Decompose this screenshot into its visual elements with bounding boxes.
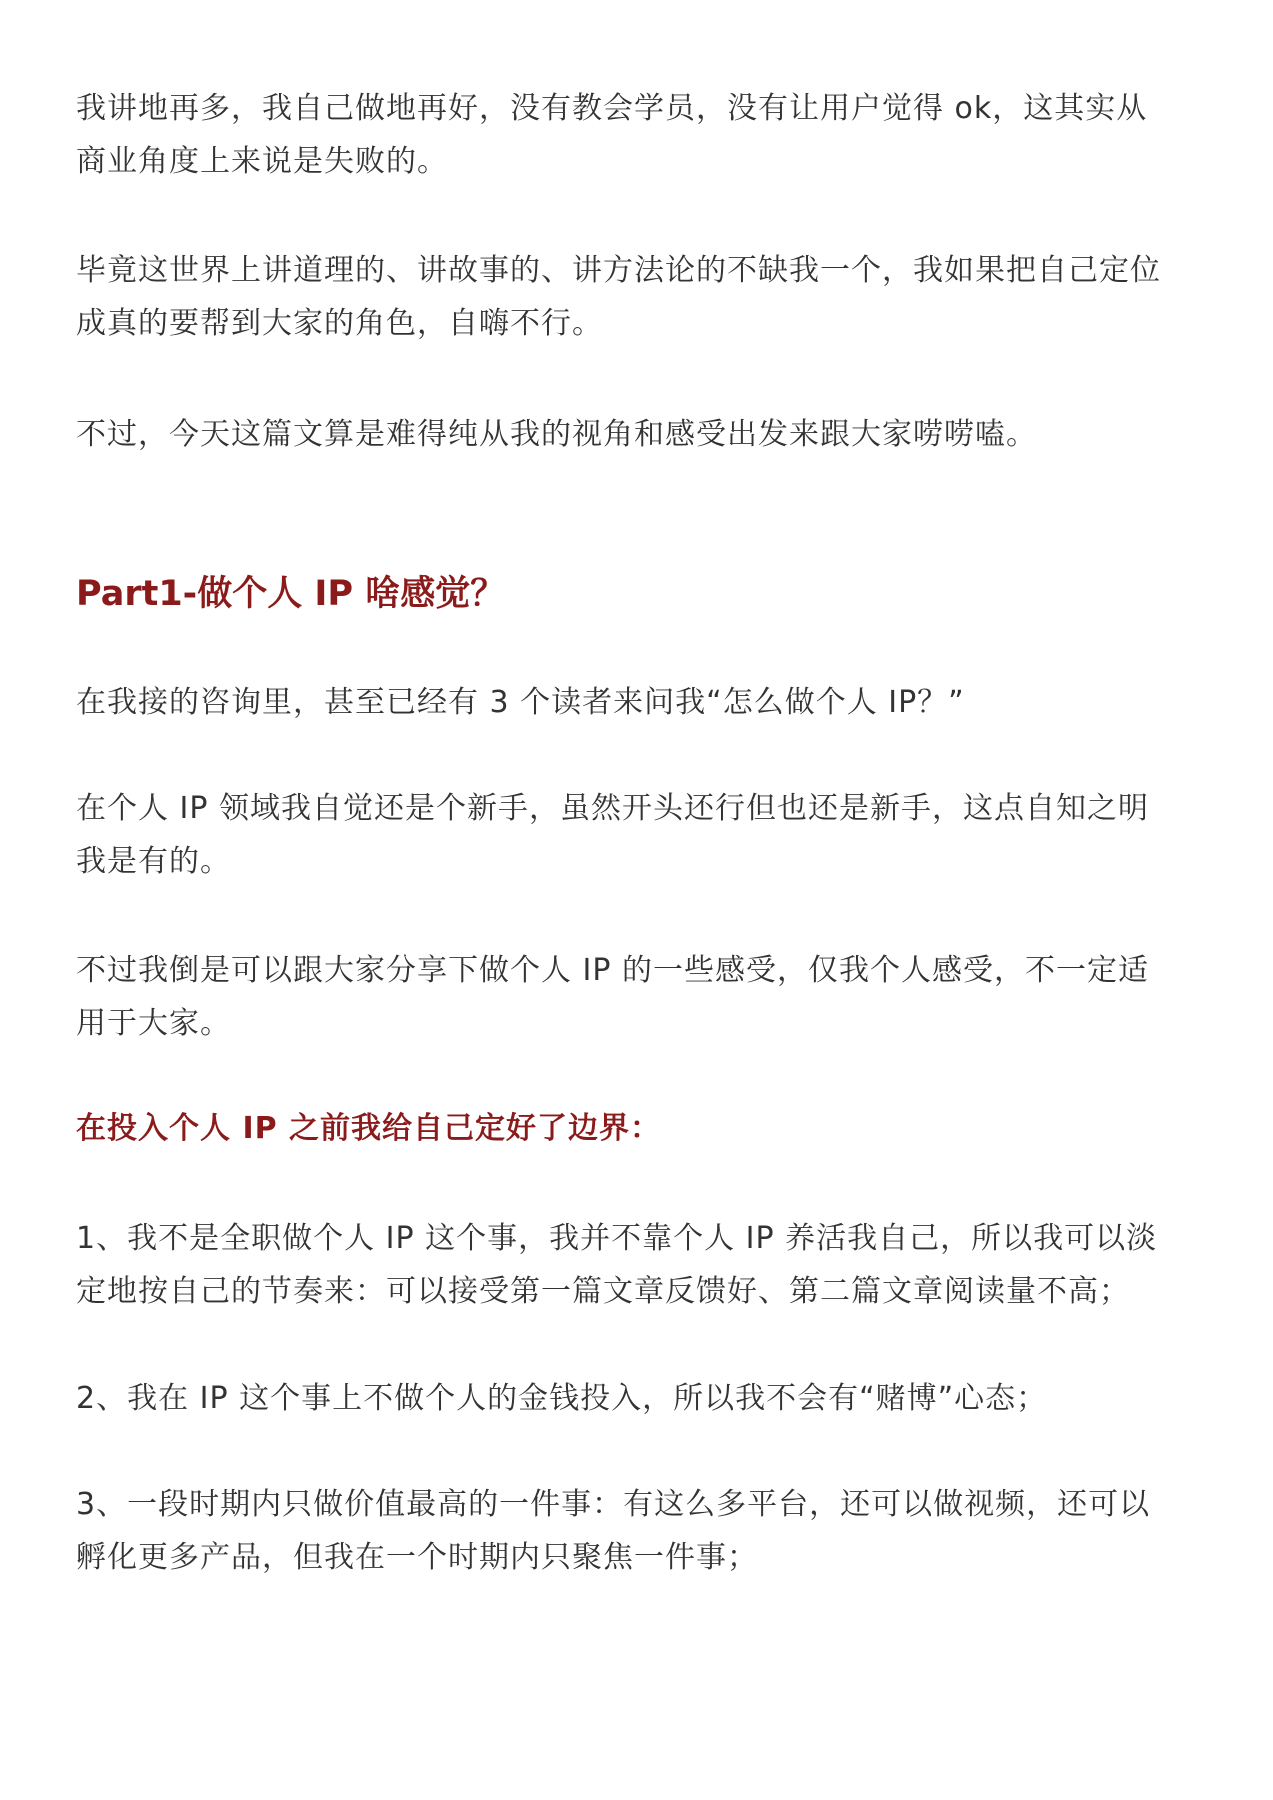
intro-paragraph-1 <box>76 82 1206 188</box>
boundary-heading: 在投入个人 IP 之前我给自己定好了边界： <box>76 1111 662 1146</box>
text-line: 不过，今天这篇文算是难得纯从我的视角和感受出发来跟大家唠唠嗑。 <box>76 417 1037 452</box>
text-line: 我是有的。 <box>76 844 231 879</box>
text-line: 孵化更多产品，但我在一个时期内只聚焦一件事； <box>76 1540 758 1575</box>
intro-paragraph-2 <box>76 244 1206 350</box>
text-line: 用于大家。 <box>76 1006 231 1041</box>
text-line: 毕竟这世界上讲道理的、讲故事的、讲方法论的不缺我一个，我如果把自己定位 <box>76 253 1161 288</box>
intro-paragraph-3 <box>76 408 1206 461</box>
section-paragraph-1 <box>76 676 1206 729</box>
text-line: 商业角度上来说是失败的。 <box>76 144 448 179</box>
text-line: 2、我在 IP 这个事上不做个人的金钱投入，所以我不会有“赌博”心态； <box>76 1381 1048 1416</box>
boundary-item-2 <box>76 1372 1206 1425</box>
text-line: 在我接的咨询里，甚至已经有 3 个读者来问我“怎么做个人 IP？” <box>76 685 965 720</box>
text-line: 1、我不是全职做个人 IP 这个事，我并不靠个人 IP 养活我自己，所以我可以淡 <box>76 1221 1158 1256</box>
boundary-item-3 <box>76 1478 1206 1584</box>
text-line: 在个人 IP 领域我自觉还是个新手，虽然开头还行但也还是新手，这点自知之明 <box>76 791 1150 826</box>
text-line: 3、一段时期内只做价值最高的一件事：有这么多平台，还可以做视频，还可以 <box>76 1487 1151 1522</box>
text-line: 定地按自己的节奏来：可以接受第一篇文章反馈好、第二篇文章阅读量不高； <box>76 1274 1130 1309</box>
text-line: 我讲地再多，我自己做地再好，没有教会学员，没有让用户觉得 ok，这其实从 <box>76 91 1148 126</box>
text-line: 成真的要帮到大家的角色，自嗨不行。 <box>76 306 603 341</box>
section-paragraph-2 <box>76 782 1206 888</box>
boundary-item-1 <box>76 1212 1206 1318</box>
text-line: 不过我倒是可以跟大家分享下做个人 IP 的一些感受，仅我个人感受，不一定适 <box>76 953 1150 988</box>
section-heading: Part1-做个人 IP 啥感觉？ <box>76 574 506 614</box>
section-paragraph-3 <box>76 944 1206 1050</box>
